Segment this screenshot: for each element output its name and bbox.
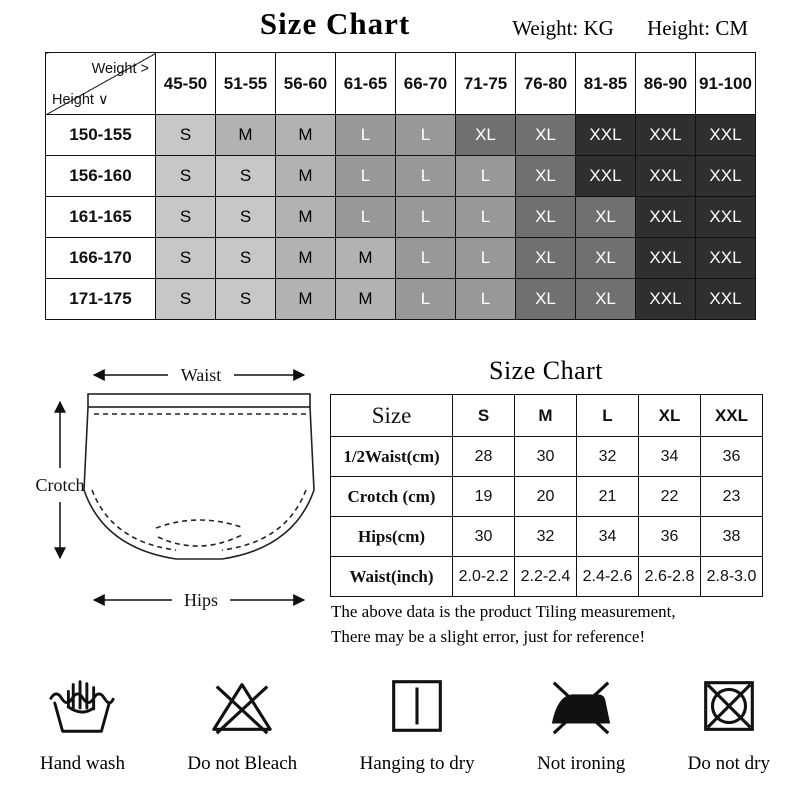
measurement-value: 2.0-2.2: [453, 557, 515, 597]
crotch-label: Crotch: [35, 475, 85, 495]
hanging-to-dry-icon: [383, 672, 451, 740]
size-column-header: L: [577, 395, 639, 437]
size-cell: S: [216, 197, 276, 238]
grid-header-row: [46, 53, 756, 115]
size-cell: XXL: [696, 197, 756, 238]
weight-axis-label: Weight >: [91, 61, 149, 77]
size-cell: L: [336, 156, 396, 197]
measurement-row: [331, 517, 763, 557]
size-grid-row: [46, 156, 756, 197]
height-unit-label: Height: CM: [647, 16, 748, 40]
care-item-do-not-bleach: [187, 672, 297, 775]
measurement-value: 2.6-2.8: [639, 557, 701, 597]
note-line-2: There may be a slight error, just for reference!: [331, 626, 646, 646]
care-label: Not ironing: [537, 753, 626, 774]
care-item-do-not-dry: [688, 672, 770, 775]
height-row-header: 150-155: [46, 115, 156, 156]
size-cell: L: [456, 197, 516, 238]
measurement-label: Hips(cm): [331, 517, 453, 557]
measurement-label: Waist(inch): [331, 557, 453, 597]
measurement-note: [331, 600, 676, 649]
waist-label: Waist: [180, 365, 222, 385]
size-cell: S: [156, 115, 216, 156]
size-cell: S: [216, 238, 276, 279]
height-axis-label: Height ∨: [52, 92, 109, 108]
size-cell: XXL: [636, 238, 696, 279]
height-row-header: 156-160: [46, 156, 156, 197]
size-cell: S: [156, 238, 216, 279]
measurement-value: 34: [639, 437, 701, 477]
measurement-row: [331, 437, 763, 477]
size-cell: XXL: [636, 115, 696, 156]
size-cell: XL: [516, 238, 576, 279]
care-item-hand-wash: [40, 672, 125, 775]
size-column-header: S: [453, 395, 515, 437]
size-grid-row: [46, 238, 756, 279]
size-cell: XXL: [576, 156, 636, 197]
height-row-header: 166-170: [46, 238, 156, 279]
measurement-value: 30: [453, 517, 515, 557]
measurement-value: 19: [453, 477, 515, 517]
size-cell: XL: [576, 279, 636, 320]
size-cell: XL: [516, 115, 576, 156]
measurement-value: 30: [515, 437, 577, 477]
size-cell: XXL: [636, 197, 696, 238]
size-cell: S: [216, 279, 276, 320]
size-cell: XXL: [576, 115, 636, 156]
size-column-header: XXL: [701, 395, 763, 437]
size-cell: S: [156, 156, 216, 197]
size-cell: XXL: [696, 156, 756, 197]
weight-column-header: 51-55: [216, 53, 276, 115]
size-cell: M: [276, 279, 336, 320]
height-row-header: 161-165: [46, 197, 156, 238]
measurement-label: 1/2Waist(cm): [331, 437, 453, 477]
care-item-hanging-to-dry: [360, 672, 475, 775]
size-cell: L: [396, 279, 456, 320]
size-cell: L: [456, 238, 516, 279]
measurement-value: 38: [701, 517, 763, 557]
measurement-value: 28: [453, 437, 515, 477]
care-label: Hanging to dry: [359, 753, 475, 774]
weight-column-header: 61-65: [336, 53, 396, 115]
size-cell: M: [276, 197, 336, 238]
measurement-value: 36: [701, 437, 763, 477]
measurement-table: [330, 394, 763, 597]
weight-unit-label: Weight: KG: [512, 16, 614, 40]
care-label: Hand wash: [40, 753, 125, 774]
size-column-header: M: [515, 395, 577, 437]
size-cell: XL: [576, 238, 636, 279]
briefs-measurement-diagram: [8, 352, 338, 637]
measurement-value: 21: [577, 477, 639, 517]
hand-wash-icon: [48, 672, 116, 740]
measurement-value: 34: [577, 517, 639, 557]
weight-column-header: 71-75: [456, 53, 516, 115]
measurement-value: 32: [515, 517, 577, 557]
size-cell: M: [336, 279, 396, 320]
size-cell: XL: [456, 115, 516, 156]
weight-column-header: 81-85: [576, 53, 636, 115]
measurement-value: 2.8-3.0: [701, 557, 763, 597]
size-cell: L: [396, 115, 456, 156]
measurement-value: 2.2-2.4: [515, 557, 577, 597]
size-cell: XL: [516, 279, 576, 320]
size-cell: L: [336, 197, 396, 238]
size-column-header: XL: [639, 395, 701, 437]
measurement-value: 20: [515, 477, 577, 517]
measurement-table-title: Size Chart: [488, 356, 604, 385]
units-legend: [512, 16, 748, 41]
size-grid-row: [46, 115, 756, 156]
measurement-value: 32: [577, 437, 639, 477]
size-cell: M: [216, 115, 276, 156]
measurement-label: Crotch (cm): [331, 477, 453, 517]
size-cell: M: [276, 156, 336, 197]
size-cell: L: [396, 238, 456, 279]
measurement-value: 36: [639, 517, 701, 557]
page-title: Size Chart: [259, 6, 411, 41]
size-cell: XXL: [696, 115, 756, 156]
do-not-bleach-icon: [208, 672, 276, 740]
size-cell: L: [396, 156, 456, 197]
size-cell: XXL: [636, 279, 696, 320]
measurement-value: 22: [639, 477, 701, 517]
height-row-header: 171-175: [46, 279, 156, 320]
measurement-row: [331, 557, 763, 597]
size-cell: XXL: [696, 279, 756, 320]
weight-column-header: 76-80: [516, 53, 576, 115]
hips-label: Hips: [183, 590, 219, 610]
size-cell: S: [156, 197, 216, 238]
briefs-outline: [84, 394, 314, 559]
size-cell: M: [276, 115, 336, 156]
weight-column-header: 91-100: [696, 53, 756, 115]
size-header-cell: Size: [331, 395, 453, 437]
care-item-not-ironing: [537, 672, 625, 775]
weight-column-header: 56-60: [276, 53, 336, 115]
size-grid-row: [46, 279, 756, 320]
size-cell: XXL: [636, 156, 696, 197]
measurement-value: 2.4-2.6: [577, 557, 639, 597]
size-cell: L: [396, 197, 456, 238]
size-cell: S: [156, 279, 216, 320]
weight-column-header: 66-70: [396, 53, 456, 115]
size-cell: XL: [576, 197, 636, 238]
measurement-value: 23: [701, 477, 763, 517]
size-cell: XXL: [696, 238, 756, 279]
measurement-row: [331, 477, 763, 517]
care-label: Do not dry: [687, 753, 770, 774]
height-weight-size-grid: [45, 52, 756, 320]
size-cell: XL: [516, 156, 576, 197]
size-cell: S: [216, 156, 276, 197]
size-cell: XL: [516, 197, 576, 238]
weight-column-header: 86-90: [636, 53, 696, 115]
care-instructions: [40, 672, 770, 775]
grid-corner-cell: [46, 53, 156, 115]
weight-column-header: 45-50: [156, 53, 216, 115]
size-cell: M: [276, 238, 336, 279]
size-cell: L: [456, 279, 516, 320]
measurement-header-row: [331, 395, 763, 437]
care-label: Do not Bleach: [187, 753, 298, 774]
size-cell: M: [336, 238, 396, 279]
size-cell: L: [456, 156, 516, 197]
size-grid-row: [46, 197, 756, 238]
note-line-1: The above data is the product Tiling measurement,: [331, 602, 676, 621]
do-not-dry-icon: [695, 672, 763, 740]
not-ironing-icon: [547, 672, 615, 740]
size-cell: L: [336, 115, 396, 156]
